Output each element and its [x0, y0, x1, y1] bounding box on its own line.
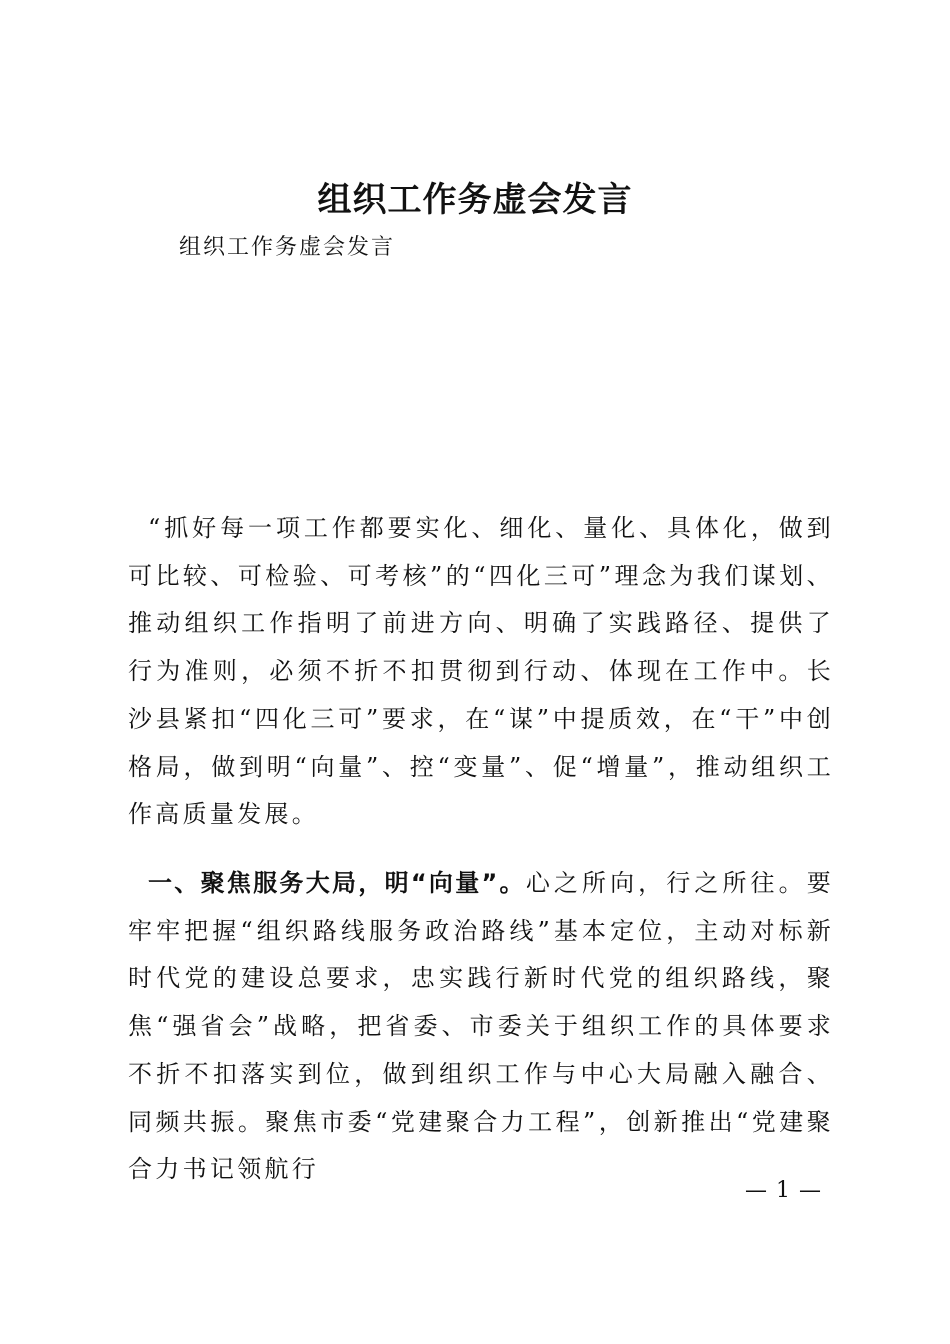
document-subtitle: 组织工作务虚会发言 — [179, 235, 396, 260]
section-heading-one: 一、聚焦服务大局，明“向量”。 — [148, 869, 526, 897]
section-one-text: 心之所向，行之所往。要牢牢把握“组织路线服务政治路线”基本定位，主动对标新时代党的建设总要求，忠实践行新时代党的组织路线，聚焦“强省会”战略，把省委、市委关于组织工作的具体要求不折不扣落实到位，做到组织工作与中心大局融入融合、同频共振。聚焦市委“党建聚合力工程”，创新推出“党建聚合力书记领航行 — [128, 869, 834, 1184]
body-paragraph-section-one — [128, 860, 834, 1194]
page-number: — 1 — — [745, 1178, 822, 1203]
document-title: 组织工作务虚会发言 — [317, 180, 633, 220]
body-paragraph-intro: “抓好每一项工作都要实化、细化、量化、具体化，做到可比较、可检验、可考核”的“四化三可”理念为我们谋划、推动组织工作指明了前进方向、明确了实践路径、提供了行为准则，必须不折不扣贯彻到行动、体现在工作中。长沙县紧扣“四化三可”要求，在“谋”中提质效，在“干”中创格局，做到明“向量”、控“变量”、促“增量”，推动组织工作高质量发展。 — [128, 514, 834, 829]
